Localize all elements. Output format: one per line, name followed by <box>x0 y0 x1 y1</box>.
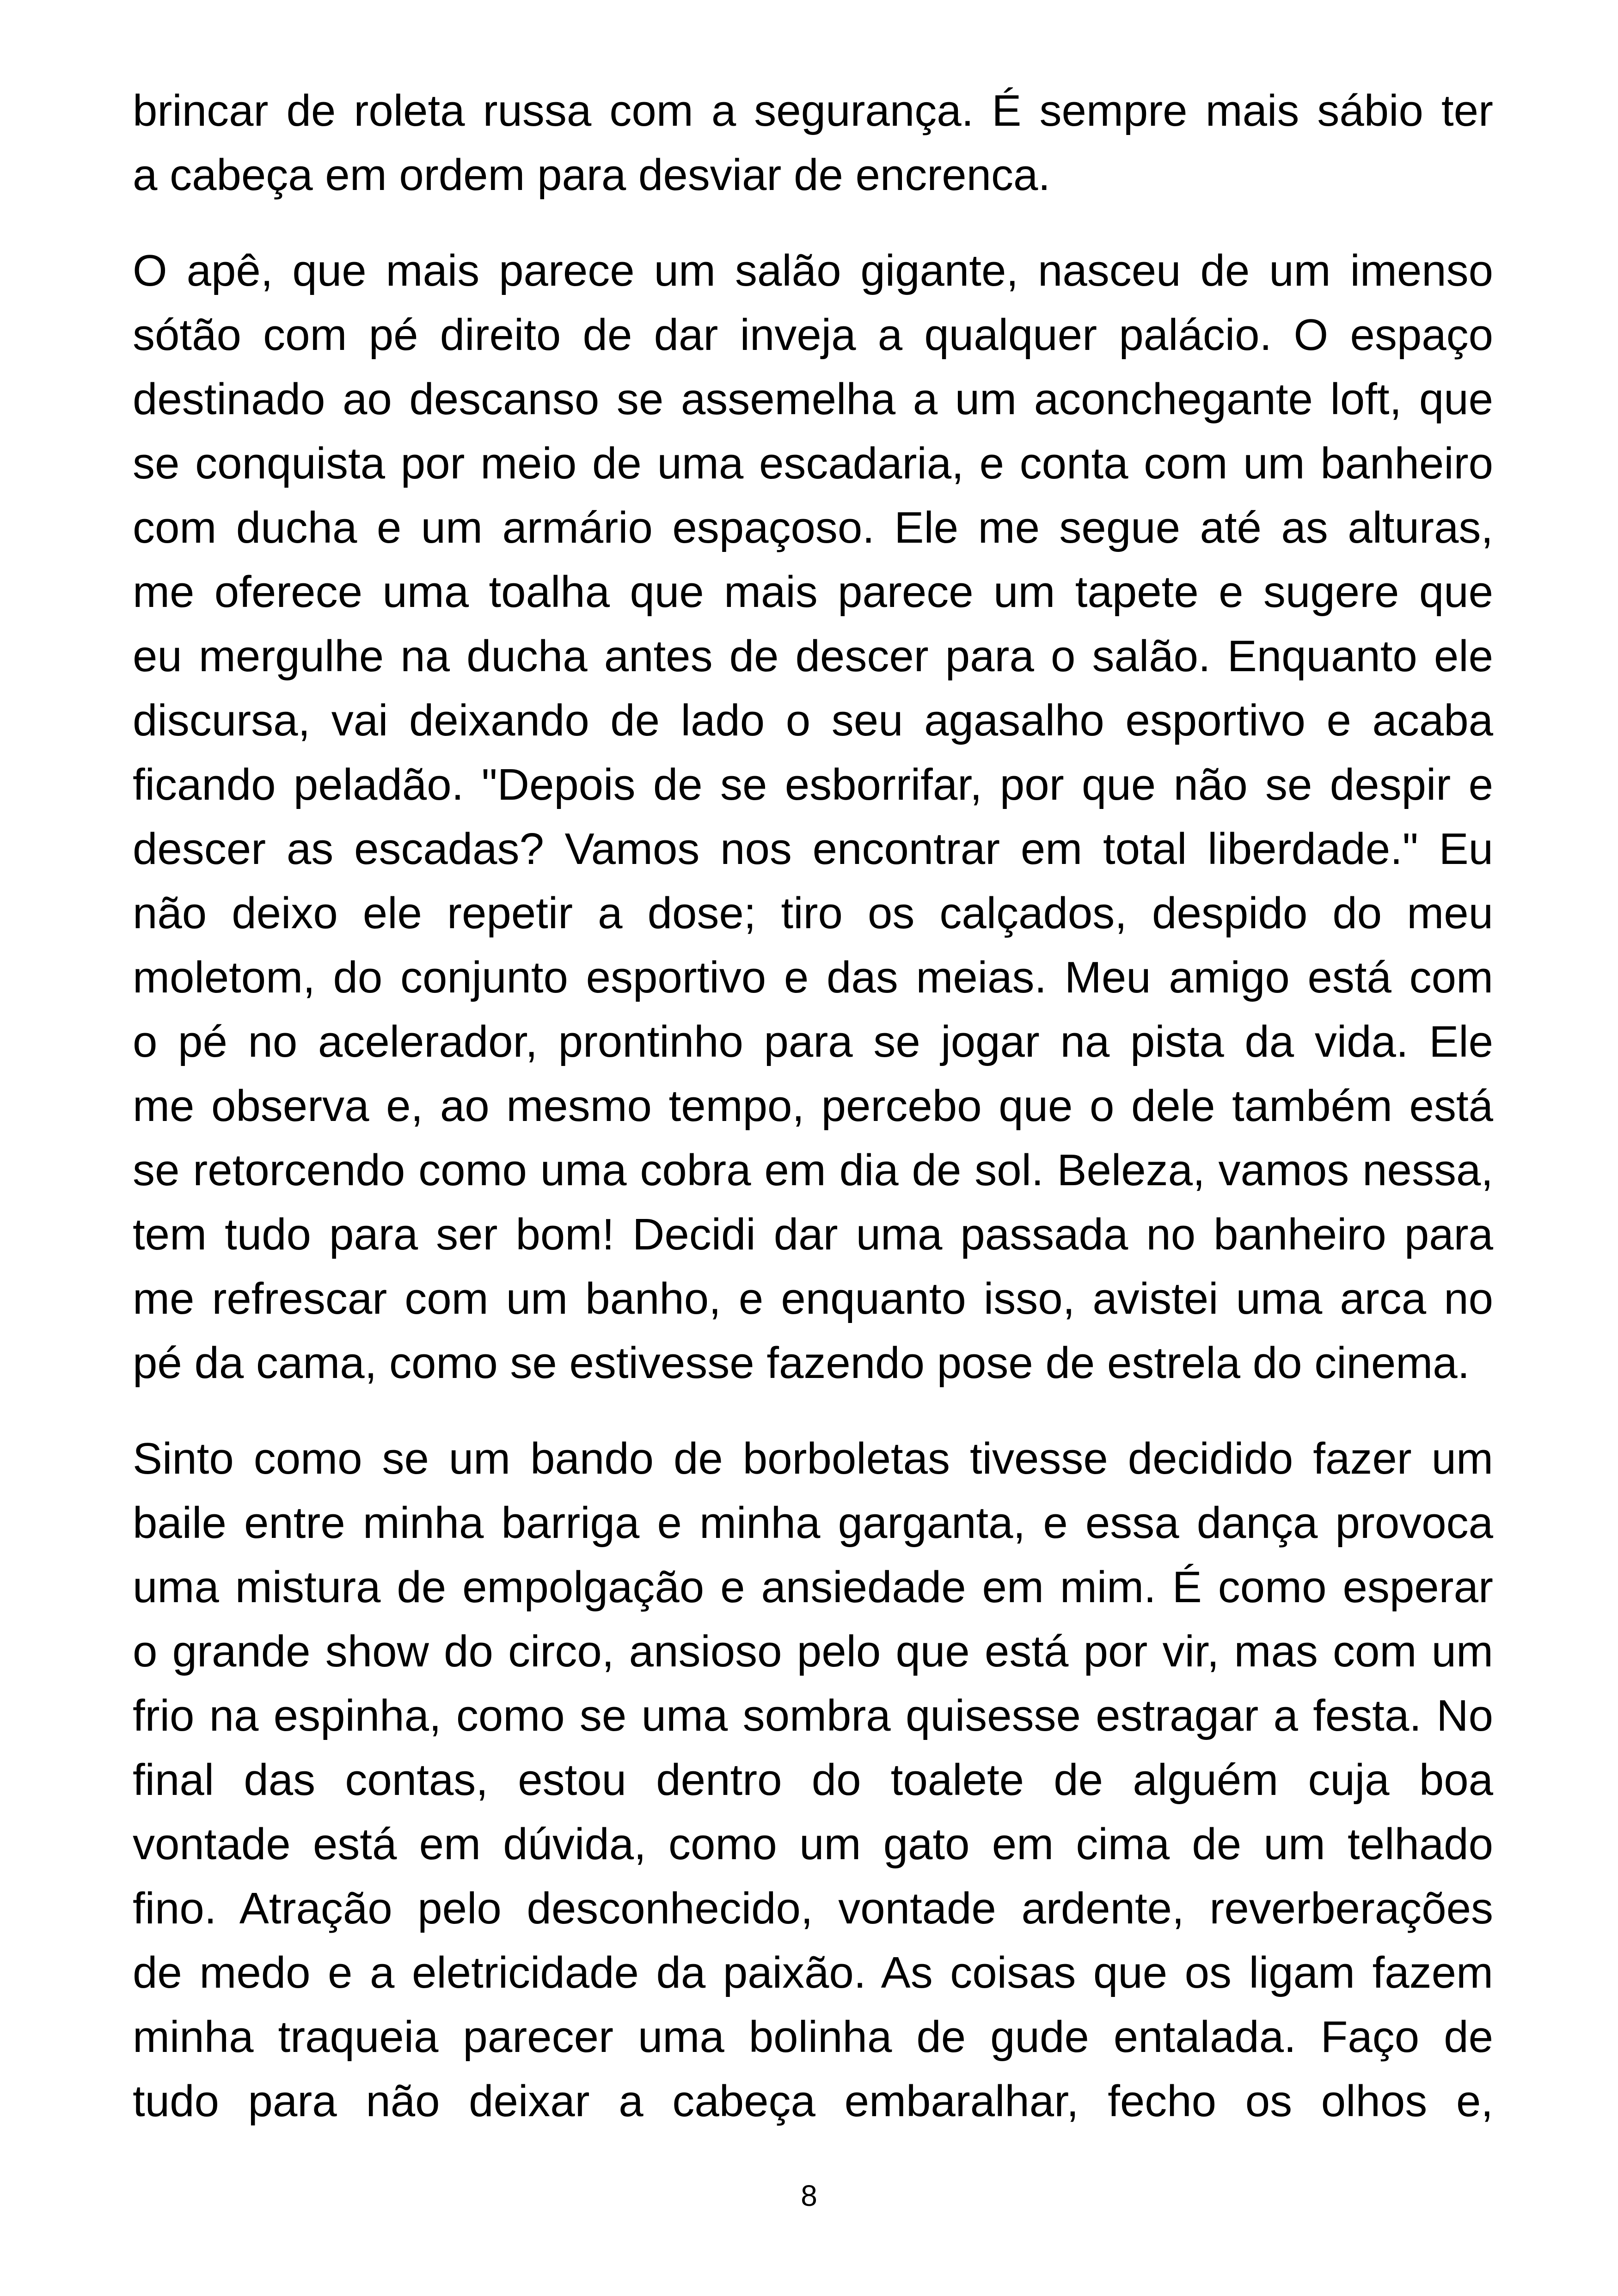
text-line: se retorcendo como uma cobra em dia de sol. Beleza, vamos nessa, <box>133 1145 1493 1195</box>
text-line: se conquista por meio de uma escadaria, e conta com um banheiro <box>133 439 1493 488</box>
text-line: pé da cama, como se estivesse fazendo pose de estrela do cinema. <box>133 1338 1470 1388</box>
text-line: ficando peladão. "Depois de se esborrifar, por que não se despir e <box>133 760 1493 809</box>
page-body <box>133 79 1493 2165</box>
text-line: descer as escadas? Vamos nos encontrar em total liberdade." Eu <box>133 824 1493 874</box>
text-line: sótão com pé direito de dar inveja a qualquer palácio. O espaço <box>133 310 1493 360</box>
text-line: tudo para não deixar a cabeça embaralhar, fecho os olhos e, <box>133 2076 1493 2126</box>
text-line: Sinto como se um bando de borboletas tivesse decidido fazer um <box>133 1434 1493 1483</box>
text-line: O apê, que mais parece um salão gigante, nasceu de um imenso <box>133 246 1493 295</box>
text-line: discursa, vai deixando de lado o seu agasalho esportivo e acaba <box>133 696 1493 745</box>
text-line: o grande show do circo, ansioso pelo que está por vir, mas com um <box>133 1627 1493 1676</box>
text-line: não deixo ele repetir a dose; tiro os calçados, despido do meu <box>133 888 1493 938</box>
paragraph-2 <box>133 239 1493 1395</box>
text-line: me refrescar com um banho, e enquanto isso, avistei uma arca no <box>133 1274 1493 1323</box>
text-line: fino. Atração pelo desconhecido, vontade ardente, reverberações <box>133 1884 1493 1933</box>
text-line: baile entre minha barriga e minha garganta, e essa dança provoca <box>133 1498 1493 1548</box>
text-line: o pé no acelerador, prontinho para se jogar na pista da vida. Ele <box>133 1017 1493 1066</box>
page-number: 8 <box>801 2179 817 2212</box>
text-line: moletom, do conjunto esportivo e das meias. Meu amigo está com <box>133 953 1493 1002</box>
text-line: com ducha e um armário espaçoso. Ele me segue até as alturas, <box>133 503 1493 552</box>
text-line: de medo e a eletricidade da paixão. As coisas que os ligam fazem <box>133 1948 1493 1997</box>
text-line: minha traqueia parecer uma bolinha de gude entalada. Faço de <box>133 2012 1493 2062</box>
text-line: destinado ao descanso se assemelha a um aconchegante loft, que <box>133 374 1493 424</box>
text-line: a cabeça em ordem para desviar de encrenca. <box>133 150 1051 200</box>
paragraph-3 <box>133 1427 1493 2133</box>
text-line: me oferece uma toalha que mais parece um tapete e sugere que <box>133 567 1493 617</box>
text-line: me observa e, ao mesmo tempo, percebo que o dele também está <box>133 1081 1493 1131</box>
text-line: tem tudo para ser bom! Decidi dar uma passada no banheiro para <box>133 1210 1493 1259</box>
text-line: frio na espinha, como se uma sombra quisesse estragar a festa. No <box>133 1691 1493 1740</box>
paragraph-1 <box>133 79 1493 207</box>
text-line: uma mistura de empolgação e ansiedade em mim. É como esperar <box>133 1562 1493 1612</box>
text-line: eu mergulhe na ducha antes de descer para o salão. Enquanto ele <box>133 631 1493 681</box>
text-line: final das contas, estou dentro do toalete de alguém cuja boa <box>133 1755 1493 1805</box>
text-line: vontade está em dúvida, como um gato em cima de um telhado <box>133 1819 1493 1869</box>
text-line: brincar de roleta russa com a segurança. É sempre mais sábio ter <box>133 86 1493 135</box>
